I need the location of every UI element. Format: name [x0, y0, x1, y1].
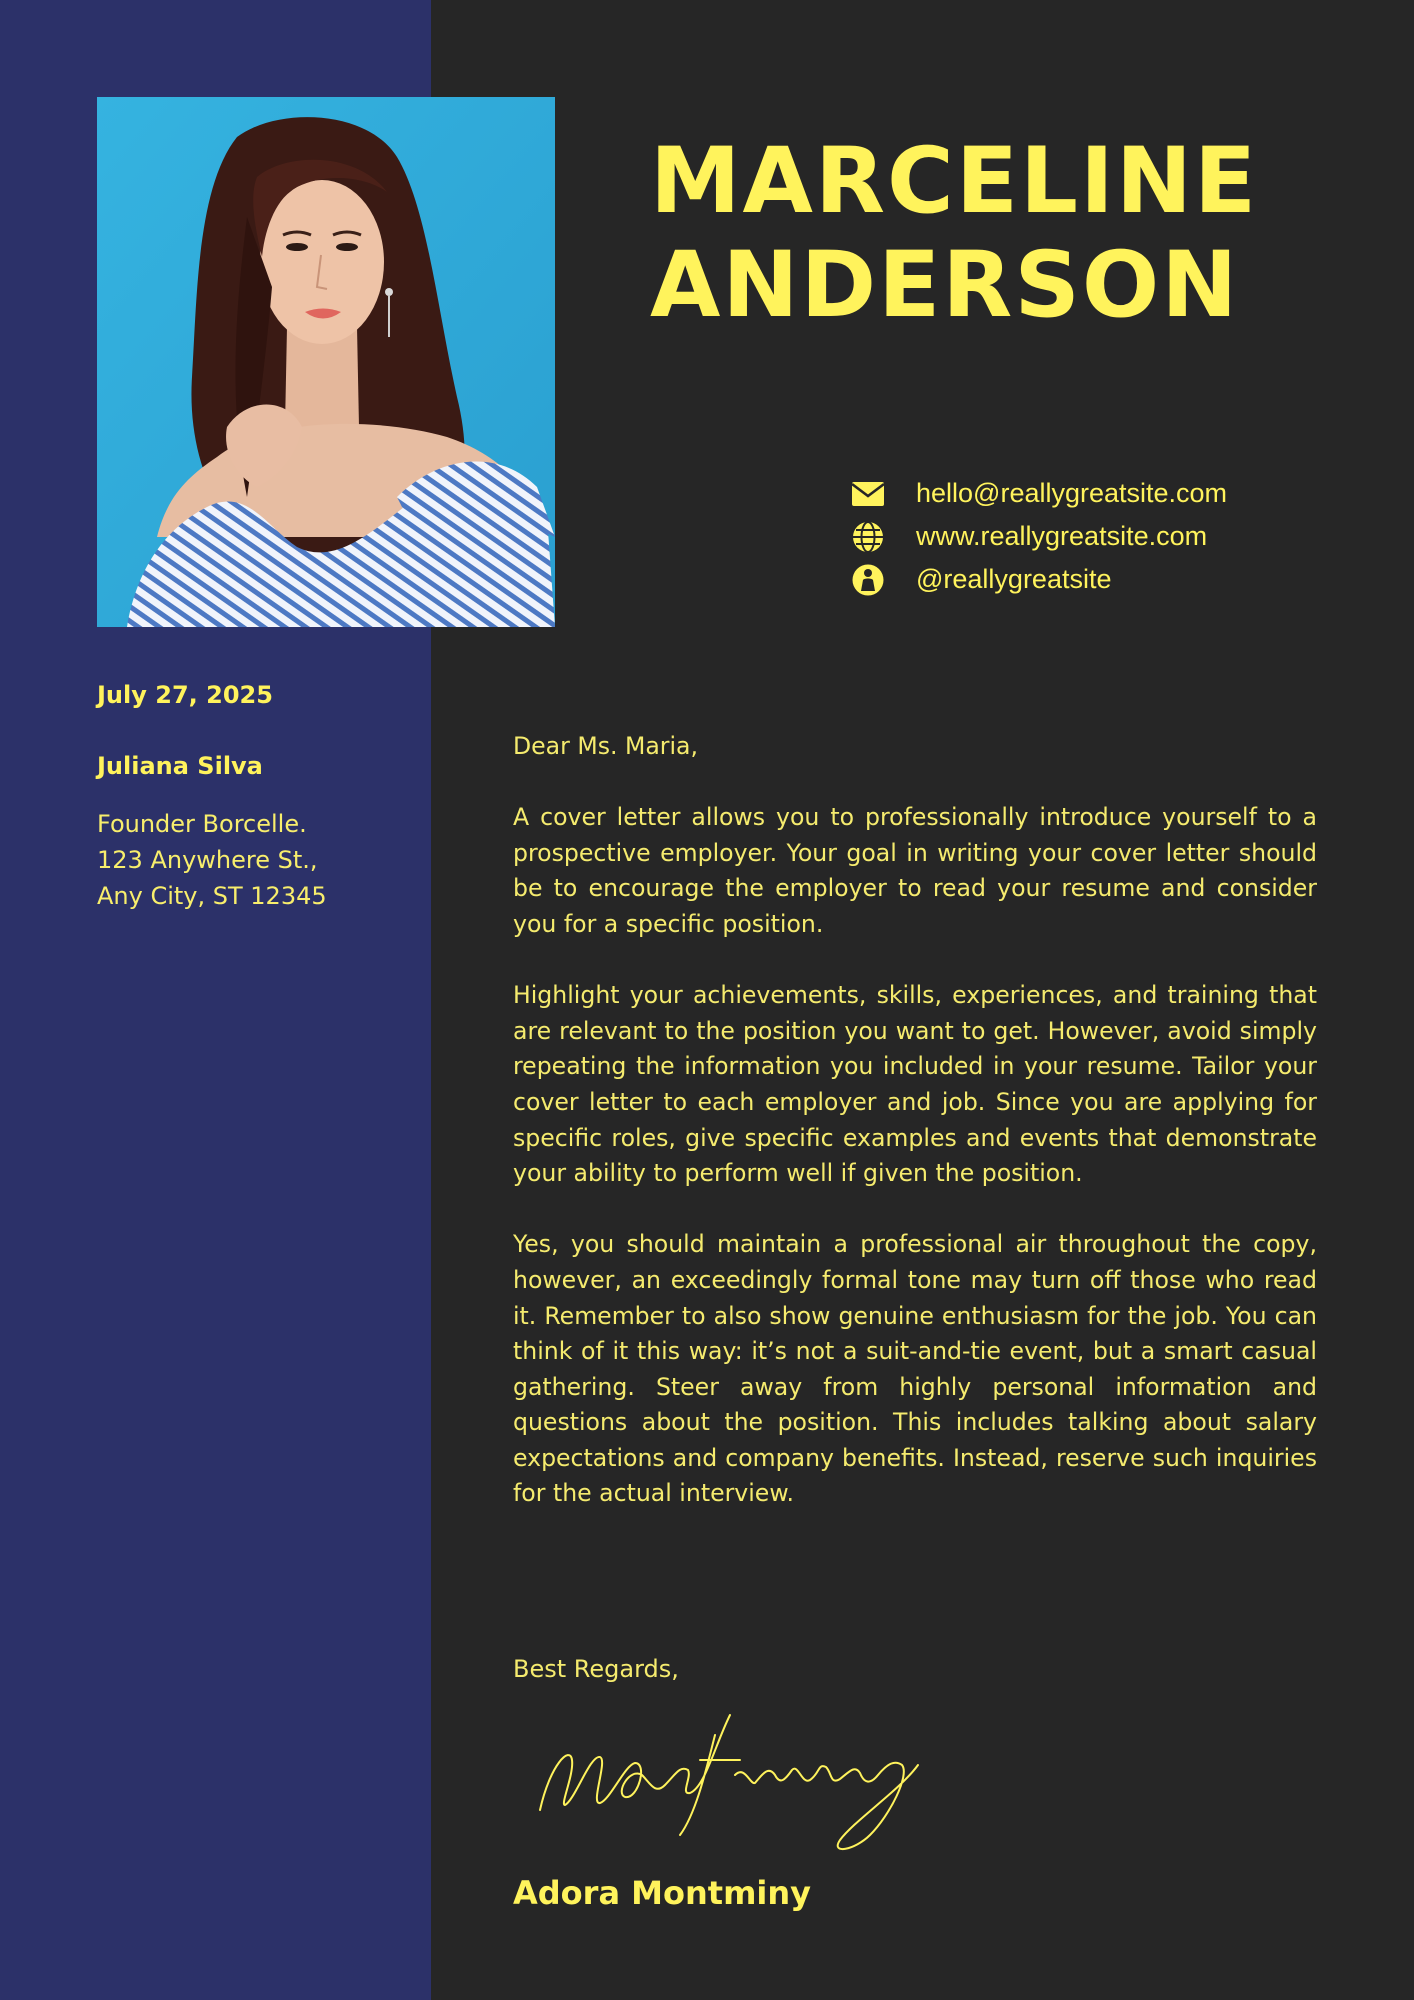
letter-date: July 27, 2025	[97, 681, 273, 709]
person-icon	[850, 562, 886, 598]
handwritten-signature	[530, 1705, 950, 1865]
contact-social[interactable]: @reallygreatsite	[916, 564, 1112, 594]
contact-social-row[interactable]	[850, 558, 1370, 601]
letter-paragraph: A cover letter allows you to professionally introduce yourself to a prospective employer. Your goal in writing your cover letter should be to encourage the employer to read your resume and consider you for a specific position.	[513, 803, 1317, 938]
contact-list	[850, 472, 1370, 601]
letter-body	[513, 729, 1317, 1548]
applicant-last-name: ANDERSON	[650, 233, 1240, 338]
recipient-name: Juliana Silva	[97, 752, 263, 780]
letter-greeting: Dear Ms. Maria,	[513, 732, 699, 760]
recipient-address	[97, 806, 327, 914]
contact-email-row[interactable]	[850, 472, 1370, 515]
globe-icon	[850, 519, 886, 555]
letter-paragraph: Highlight your achievements, skills, experiences, and training that are relevant to the position you want to get. However, avoid simply repeating the information you included in your resume. Tailor your cover letter to each employer and job. Since you are applying for specific roles, give specific examples and events that demonstrate your ability to perform well if given the position.	[513, 981, 1317, 1188]
signer-name: Adora Montminy	[513, 1874, 812, 1912]
mail-icon	[850, 476, 886, 512]
address-line: Any City, ST 12345	[97, 882, 327, 910]
address-line: Founder Borcelle.	[97, 810, 307, 838]
address-line: 123 Anywhere St.,	[97, 846, 318, 874]
letter-closing: Best Regards,	[513, 1655, 679, 1683]
applicant-first-name: MARCELINE	[650, 129, 1259, 234]
contact-website[interactable]: www.reallygreatsite.com	[916, 521, 1208, 551]
contact-email[interactable]: hello@reallygreatsite.com	[916, 478, 1228, 508]
letter-paragraph: Yes, you should maintain a professional air throughout the copy, however, an exceedingly formal tone may turn off those who read it. Remember to also show genuine enthusiasm for the job. You can think of it this way: it’s not a suit-and-tie event, but a smart casual gathering. Steer away from highly personal information and questions about the position. This includes talking about salary expectations and company benefits. Instead, reserve such inquiries for the actual interview.	[513, 1230, 1317, 1508]
contact-website-row[interactable]	[850, 515, 1370, 558]
profile-photo	[97, 97, 555, 627]
applicant-name	[650, 130, 1350, 338]
